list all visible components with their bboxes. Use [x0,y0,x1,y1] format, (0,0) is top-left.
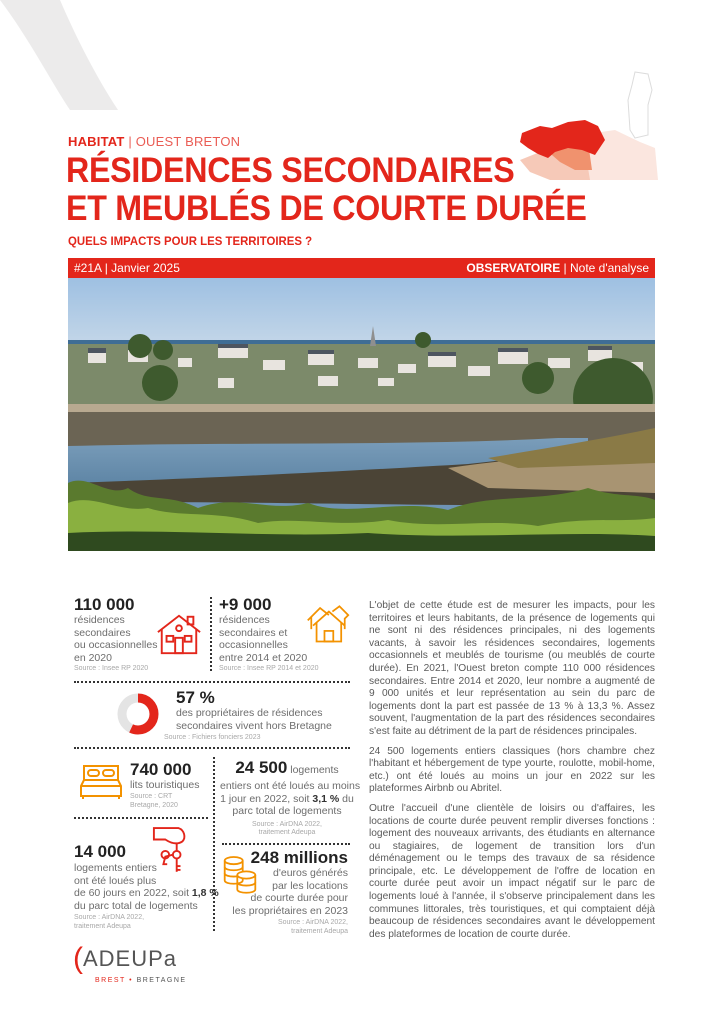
stat-line: d'euros générés [273,867,348,879]
bed-icon [80,764,122,800]
separator-horizontal [74,747,350,749]
stat-increase-desc [219,614,307,664]
stat-secondary-homes-desc [74,614,157,664]
stat-rentals-inline: logements [287,764,339,776]
stat-line: par les locations [272,879,348,892]
issue-bar [68,258,655,278]
map-outline-normandy [628,72,652,138]
source-line: Source : CRT [130,793,173,800]
stat-line: occasionnelles [219,639,288,651]
stat-line-text: 1 jour en 2022, soit [220,792,313,805]
body-paragraph-1: L'objet de cette étude est de mesurer les impacts, pour les territoires et leurs habitants, de la présence de logements qui ne sont ni des résidences principales, ni des logements vacants, à savoir les résidences secondaires, logements occasionnels et meublés de tourisme (ou meublés de courte durée). En 2021, l'Ouest breton compte 110 000 résidences secondaires. Entre 2014 et 2020, leur nombre a augmenté de 9 000 unités et leur représentation au sein du parc de logements dont la part est passée de 13 % à 13,3 %. Assez souvent, l'augmentation de la part des résidences secondaires s'est faite au détriment de la part de résidences principales. [369,600,655,737]
stat-line: secondaires et [219,626,288,639]
series-light: | Note d'analyse [560,261,649,275]
title-line-2: ET MEUBLÉS DE COURTE DURÉE [66,189,587,228]
stat-owners-value: 57 % [176,688,215,707]
title-line-1: RÉSIDENCES SECONDAIRES [66,151,515,190]
logo-tagline [95,976,187,985]
stat-line: en 2020 [74,651,112,664]
stat-secondary-homes-value: 110 000 [74,595,135,614]
logo-tagline-sep: • [125,977,137,984]
separator-horizontal [74,817,208,819]
adeupa-logo [73,944,187,985]
donut-chart-icon [116,692,160,736]
logo-name [83,946,177,972]
stat-beds-source [130,793,178,810]
stat-long-rentals-percent: 1,8 % [191,887,219,899]
stat-revenue-value: 248 millions [250,848,348,867]
decorative-swoosh [0,0,200,120]
logo-tagline-city: BREST [95,977,126,984]
stat-line: ont été loués plus [74,874,157,887]
houses-icon [306,602,350,644]
page-title [66,152,587,228]
source-line: traitement Adeupa [291,927,348,935]
stat-increase-value: +9 000 [219,595,272,614]
stat-rentals-value: 24 500 [235,758,288,777]
stat-line [74,887,219,900]
stat-increase-source: Source : Insee RP 2014 et 2020 [219,665,319,672]
stat-long-rentals-desc [74,862,219,912]
source-line: traitement Adeupa [258,829,316,836]
page-subtitle: QUELS IMPACTS POUR LES TERRITOIRES ? [68,234,313,248]
coastal-village-photo [68,278,655,551]
stat-line: du parc total de logements [74,899,198,912]
stat-line: résidences [74,614,125,626]
stat-rentals-source [220,821,354,838]
stat-line: logements entiers [74,862,157,874]
kicker [68,134,240,149]
stat-long-rentals-source [74,914,144,931]
source-line: Source : AirDNA 2022, [251,820,323,828]
stat-long-rentals-value: 14 000 [74,842,126,861]
stat-revenue-source [248,919,348,936]
stat-rentals-block [220,758,361,838]
stat-beds-value: 740 000 [130,760,192,779]
separator-horizontal [74,681,350,683]
stat-line [220,793,354,806]
house-icon [156,612,202,656]
stat-line: parc total de logements [232,805,342,817]
source-line: Source : AirDNA 2022, [74,914,145,921]
stat-secondary-homes-source: Source : Insee RP 2020 [74,665,149,672]
logo-text: ADEUPa [83,946,178,971]
stat-line-text: de 60 jours en 2022, soit [74,887,192,899]
logo-bracket: ( [73,942,83,975]
kicker-territory: | OUEST BRETON [128,134,241,149]
separator-vertical [210,597,212,671]
body-paragraph-2: 24 500 logements entiers classiques (hors chambre chez l'habitant et hébergement de type yourte, roulotte, mobil-home, etc.) ont été loués au moins un jour en 2022 sur les plateformes Airbnb ou Abritel. [369,745,655,795]
stat-line: entiers ont été loués au moins [220,780,361,792]
separator-horizontal [222,843,350,845]
series-bold: OBSERVATOIRE [466,261,561,275]
stat-revenue-desc [222,867,348,917]
stat-line-text: du [339,792,354,805]
stat-line: les propriétaires en 2023 [232,904,348,917]
logo-tagline-region: BRETAGNE [136,977,187,984]
issue-number: #21A | Janvier 2025 [74,261,180,275]
stat-line: entre 2014 et 2020 [219,651,308,664]
stat-line: de courte durée pour [250,892,348,904]
series-label [466,261,649,275]
stat-line: ou occasionnelles [74,639,158,651]
kicker-category: HABITAT [68,134,125,149]
body-text [369,600,655,948]
source-line: Source : AirDNA 2022, [277,919,348,926]
stat-line: secondaires vivent hors Bretagne [176,719,332,732]
stat-rentals-percent: 3,1 % [312,792,340,805]
stat-line: résidences [219,614,270,626]
stat-beds-desc: lits touristiques [130,779,200,791]
source-line: Bretagne, 2020 [130,801,178,809]
stat-owners-source: Source : Fichiers fonciers 2023 [164,734,261,741]
body-paragraph-3: Outre l'accueil d'une clientèle de loisirs ou d'affaires, les locations de courte durée peuvent remplir diverses fonctions : logement des nouveaux arrivants, des étudiants en alternance ou stagiaires, de logement de transition lors d'un déménagement ou le temps des travaux de sa résidence principale, etc. Le développement de l'offre de location en courte durée peut avoir un impact négatif sur le parc de logements loué à l'année, il s'observe principalement dans les communes littorales, très touristiques, et qui comptaient déjà beaucoup de résidences secondaires avant le développement des plateformes de location de courte durée. [369,802,655,940]
stat-line: des propriétaires de résidences [176,707,323,719]
source-line: traitement Adeupa [74,922,131,930]
stat-rentals-head [220,758,354,780]
stat-owners-desc [176,707,332,732]
stat-line: secondaires [74,626,131,639]
